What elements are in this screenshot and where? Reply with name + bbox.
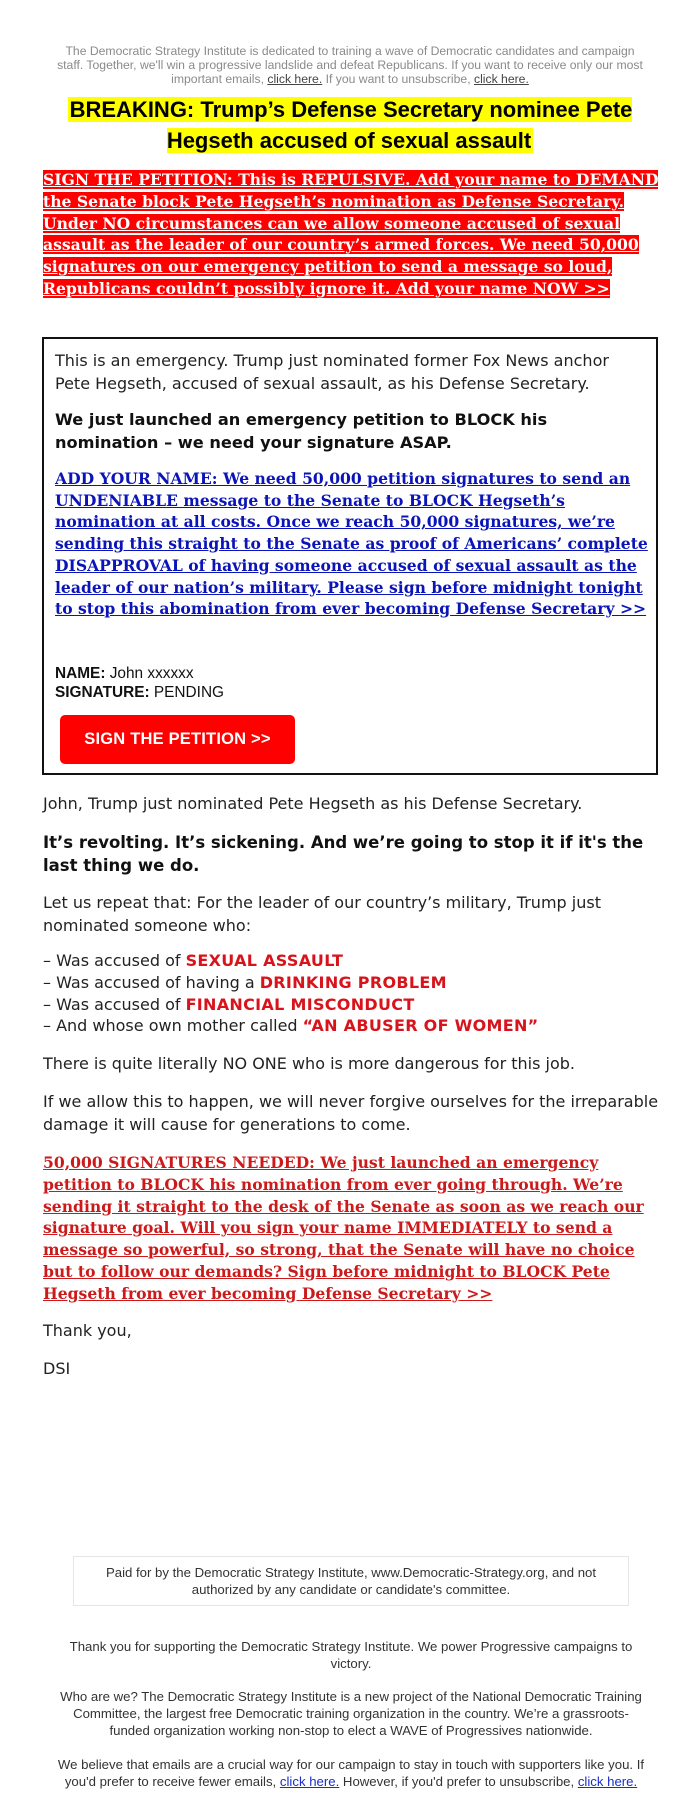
signoff-text: DSI [43,1359,71,1378]
thanks-text: Thank you, [43,1321,132,1340]
signature-field [55,684,224,702]
headline [52,94,648,156]
preheader-text: The Democratic Strategy Institute is dedicated to training a wave of Democratic candidates and campaign staff. Together, we'll win a progressive landslide and defeat Republicans. If you want to receive only our most important emails, [57,44,643,86]
headline-text: BREAKING: Trump’s Defense Secretary nominee Pete Hegseth accused of sexual assault [69,97,633,153]
body-paragraph-4: There is quite literally NO ONE who is more dangerous for this job. [43,1054,575,1073]
accusation-list [43,950,643,1037]
footer-thanks: Thank you for supporting the Democratic Strategy Institute. We power Progressive campaigns to victory. [69,1639,633,1671]
name-value: John xxxxxx [109,665,194,682]
footer-who-are-we: Who are we? The Democratic Strategy Institute is a new project of the National Democratic Training Committee, the largest free Democratic training organization in the country. We’re a grassroots-funded organization working non-stop to elect a WAVE of Progressives nationwide. [60,1689,642,1738]
paid-for-disclaimer: Paid for by the Democratic Strategy Institute, www.Democratic-Strategy.org, and not authorized by any candidate or candidate's committee. [73,1556,629,1606]
add-your-name-link-block [55,468,655,620]
unsubscribe-link[interactable]: click here. [473,72,529,86]
petition-box [42,337,658,775]
petition-banner-link[interactable]: SIGN THE PETITION: This is REPULSIVE. Add your name to DEMAND the Senate block Pete Hegseth’s nomination as Defense Secretary. Under NO circumstances can we allow someone accused of sexual assault as the leader of our country’s armed forces. We need 50,000 signatures on our emergency petition to send a message so loud, Republicans couldn’t possibly ignore it. Add your name NOW >> [43,170,659,298]
list-highlight: DRINKING PROBLEM [259,972,447,992]
body-paragraph-3: Let us repeat that: For the leader of our country’s military, Trump just nominated someone who: [43,893,601,935]
add-your-name-link[interactable]: ADD YOUR NAME: We need 50,000 petition signatures to send an UNDENIABLE message to the Senate to BLOCK Hegseth’s nomination at all costs. Once we reach 50,000 signatures, we’re sending this straight to the Senate as proof of Americans’ complete DISAPPROVAL of having someone accused of sexual assault as the leader of our nation’s military. Please sign before midnight tonight to stop this abomination from ever becoming Defense Secretary >> [55,469,648,619]
footer-unsubscribe-link[interactable]: click here. [577,1774,638,1789]
petition-intro: This is an emergency. Trump just nominated former Fox News anchor Pete Hegseth, accused of sexual assault, as his Defense Secretary. [55,351,609,393]
list-highlight: FINANCIAL MISCONDUCT [185,994,415,1014]
sign-petition-button[interactable]: SIGN THE PETITION >> [60,715,295,764]
body-paragraph-5: If we allow this to happen, we will never forgive ourselves for the irreparable damage it will cause for generations to come. [43,1092,659,1134]
fewer-emails-link[interactable]: click here. [279,1774,340,1789]
signatures-needed-block [43,1152,665,1305]
preheader [52,44,648,86]
list-highlight: SEXUAL ASSAULT [185,951,344,970]
petition-banner [43,169,665,300]
signature-label: SIGNATURE: [55,684,150,701]
body-paragraph-1: John, Trump just nominated Pete Hegseth as his Defense Secretary. [43,794,583,813]
preheader-text-middle: If you want to unsubscribe, [322,72,474,86]
list-item: – Was accused of SEXUAL ASSAULT [43,951,344,970]
signature-value: PENDING [153,684,225,701]
list-item: – And whose own mother called “AN ABUSER OF WOMEN” [43,1016,539,1036]
list-item: – Was accused of having a DRINKING PROBLEM [43,972,447,992]
petition-urgent-text: We just launched an emergency petition to BLOCK his nomination – we need your signature ASAP. [55,410,548,452]
list-item: – Was accused of FINANCIAL MISCONDUCT [43,994,415,1014]
signatures-needed-link[interactable]: 50,000 SIGNATURES NEEDED: We just launched an emergency petition to BLOCK his nomination from ever going through. We’re sending it straight to the desk of the Senate as soon as we reach our signature goal. Will you sign your name IMMEDIATELY to send a message so powerful, so strong, that the Senate will have no choice but to follow our demands? Sign before midnight to BLOCK Pete Hegseth from ever becoming Defense Secretary >> [43,1153,644,1303]
list-highlight: “AN ABUSER OF WOMEN” [302,1016,539,1036]
important-emails-link[interactable]: click here. [267,72,323,86]
name-field [55,665,194,683]
body-paragraph-2: It’s revolting. It’s sickening. And we’re going to stop it if it's the last thing we do. [43,833,644,875]
name-label: NAME: [55,665,106,682]
footer-email-prefs: We believe that emails are a crucial way for our campaign to stay in touch with supporters like you. If you'd prefer to receive fewer emails, click here. However, if you'd prefer to unsubscribe, click here. [57,1757,645,1789]
